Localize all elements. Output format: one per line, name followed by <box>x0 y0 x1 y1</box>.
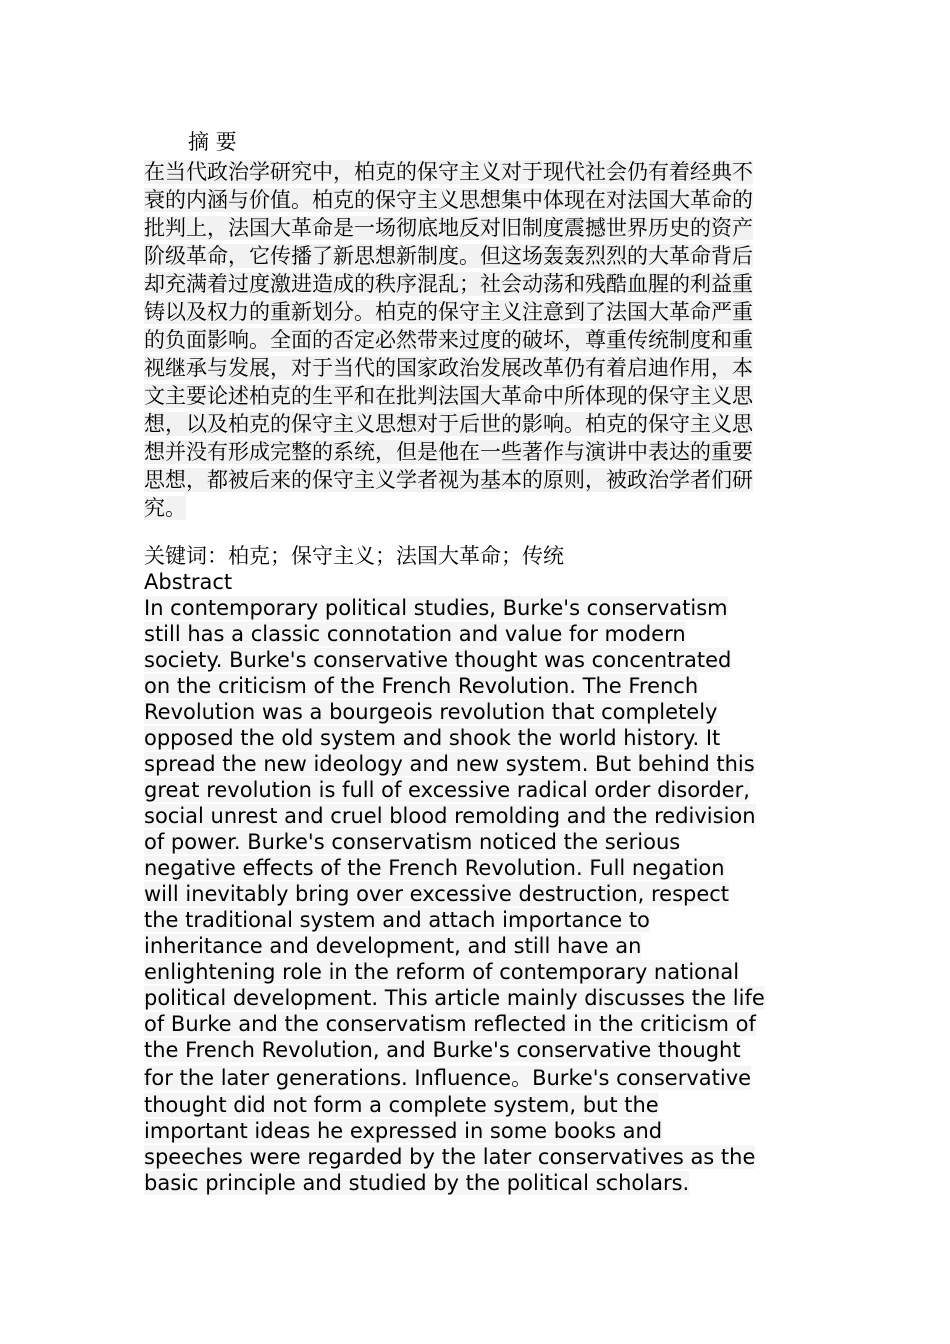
abstract-cn-line: 思想，都被后来的保守主义学者视为基本的原则，被政治学者们研 <box>144 468 753 492</box>
abstract-en-line: great revolution is full of excessive radical order disorder, <box>144 778 750 802</box>
abstract-en-body <box>144 595 814 1196</box>
abstract-en-line: of power. Burke's conservatism noticed the serious <box>144 830 681 854</box>
abstract-cn-title: 摘 要 <box>188 130 237 154</box>
abstract-en-line: speeches were regarded by the later conservatives as the <box>144 1145 756 1169</box>
abstract-cn-line: 视继承与发展，对于当代的国家政治发展改革仍有着启迪作用，本 <box>144 356 753 380</box>
abstract-en-line: Revolution was a bourgeois revolution that completely <box>144 700 718 724</box>
abstract-en-line: In contemporary political studies, Burke's conservatism <box>144 596 728 620</box>
abstract-en-line: spread the new ideology and new system. But behind this <box>144 752 755 776</box>
abstract-en-line: thought did not form a complete system, but the <box>144 1093 659 1117</box>
abstract-cn-line: 究。 <box>144 496 186 520</box>
abstract-cn-body <box>144 158 804 522</box>
abstract-en-line: will inevitably bring over excessive destruction, respect <box>144 882 730 906</box>
abstract-cn-line: 想，以及柏克的保守主义思想对于后世的影响。柏克的保守主义思 <box>144 412 753 436</box>
abstract-en-line: still has a classic connotation and value for modern <box>144 622 686 646</box>
abstract-en-line: basic principle and studied by the political scholars. <box>144 1171 690 1195</box>
abstract-en-line: enlightening role in the reform of contemporary national <box>144 960 740 984</box>
abstract-cn-line: 的负面影响。全面的否定必然带来过度的破坏，尊重传统制度和重 <box>144 328 753 352</box>
abstract-cn-line: 铸以及权力的重新划分。柏克的保守主义注意到了法国大革命严重 <box>144 300 753 324</box>
abstract-en-line: opposed the old system and shook the world history. It <box>144 726 721 750</box>
abstract-en-line: important ideas he expressed in some books and <box>144 1119 663 1143</box>
abstract-cn-line: 批判上，法国大革命是一场彻底地反对旧制度震撼世界历史的资产 <box>144 216 753 240</box>
abstract-cn-line: 却充满着过度激进造成的秩序混乱；社会动荡和残酷血腥的利益重 <box>144 272 753 296</box>
abstract-cn-line: 在当代政治学研究中，柏克的保守主义对于现代社会仍有着经典不 <box>144 160 753 184</box>
abstract-cn-line: 想并没有形成完整的系统，但是他在一些著作与演讲中表达的重要 <box>144 440 753 464</box>
keywords-line: 关键词：柏克；保守主义；法国大革命；传统 <box>144 544 564 568</box>
abstract-cn-line: 文主要论述柏克的生平和在批判法国大革命中所体现的保守主义思 <box>144 384 753 408</box>
abstract-en-line: the French Revolution, and Burke's conservative thought <box>144 1038 741 1062</box>
abstract-en-line: the traditional system and attach importance to <box>144 908 650 932</box>
abstract-en-title: Abstract <box>144 570 233 594</box>
abstract-en-line: political development. This article mainly discusses the life <box>144 986 765 1010</box>
abstract-cn-line: 阶级革命，它传播了新思想新制度。但这场轰轰烈烈的大革命背后 <box>144 244 753 268</box>
abstract-en-line: of Burke and the conservatism reflected in the criticism of <box>144 1012 756 1036</box>
abstract-en-line: on the criticism of the French Revolution. The French <box>144 674 699 698</box>
abstract-cn-line: 衰的内涵与价值。柏克的保守主义思想集中体现在对法国大革命的 <box>144 188 753 212</box>
abstract-en-line: for the later generations. Influence。Burke's conservative <box>144 1066 752 1090</box>
abstract-en-line: negative effects of the French Revolution. Full negation <box>144 856 725 880</box>
abstract-en-line: society. Burke's conservative thought was concentrated <box>144 648 732 672</box>
abstract-en-line: inheritance and development, and still have an <box>144 934 642 958</box>
abstract-en-line: social unrest and cruel blood remolding and the redivision <box>144 804 756 828</box>
